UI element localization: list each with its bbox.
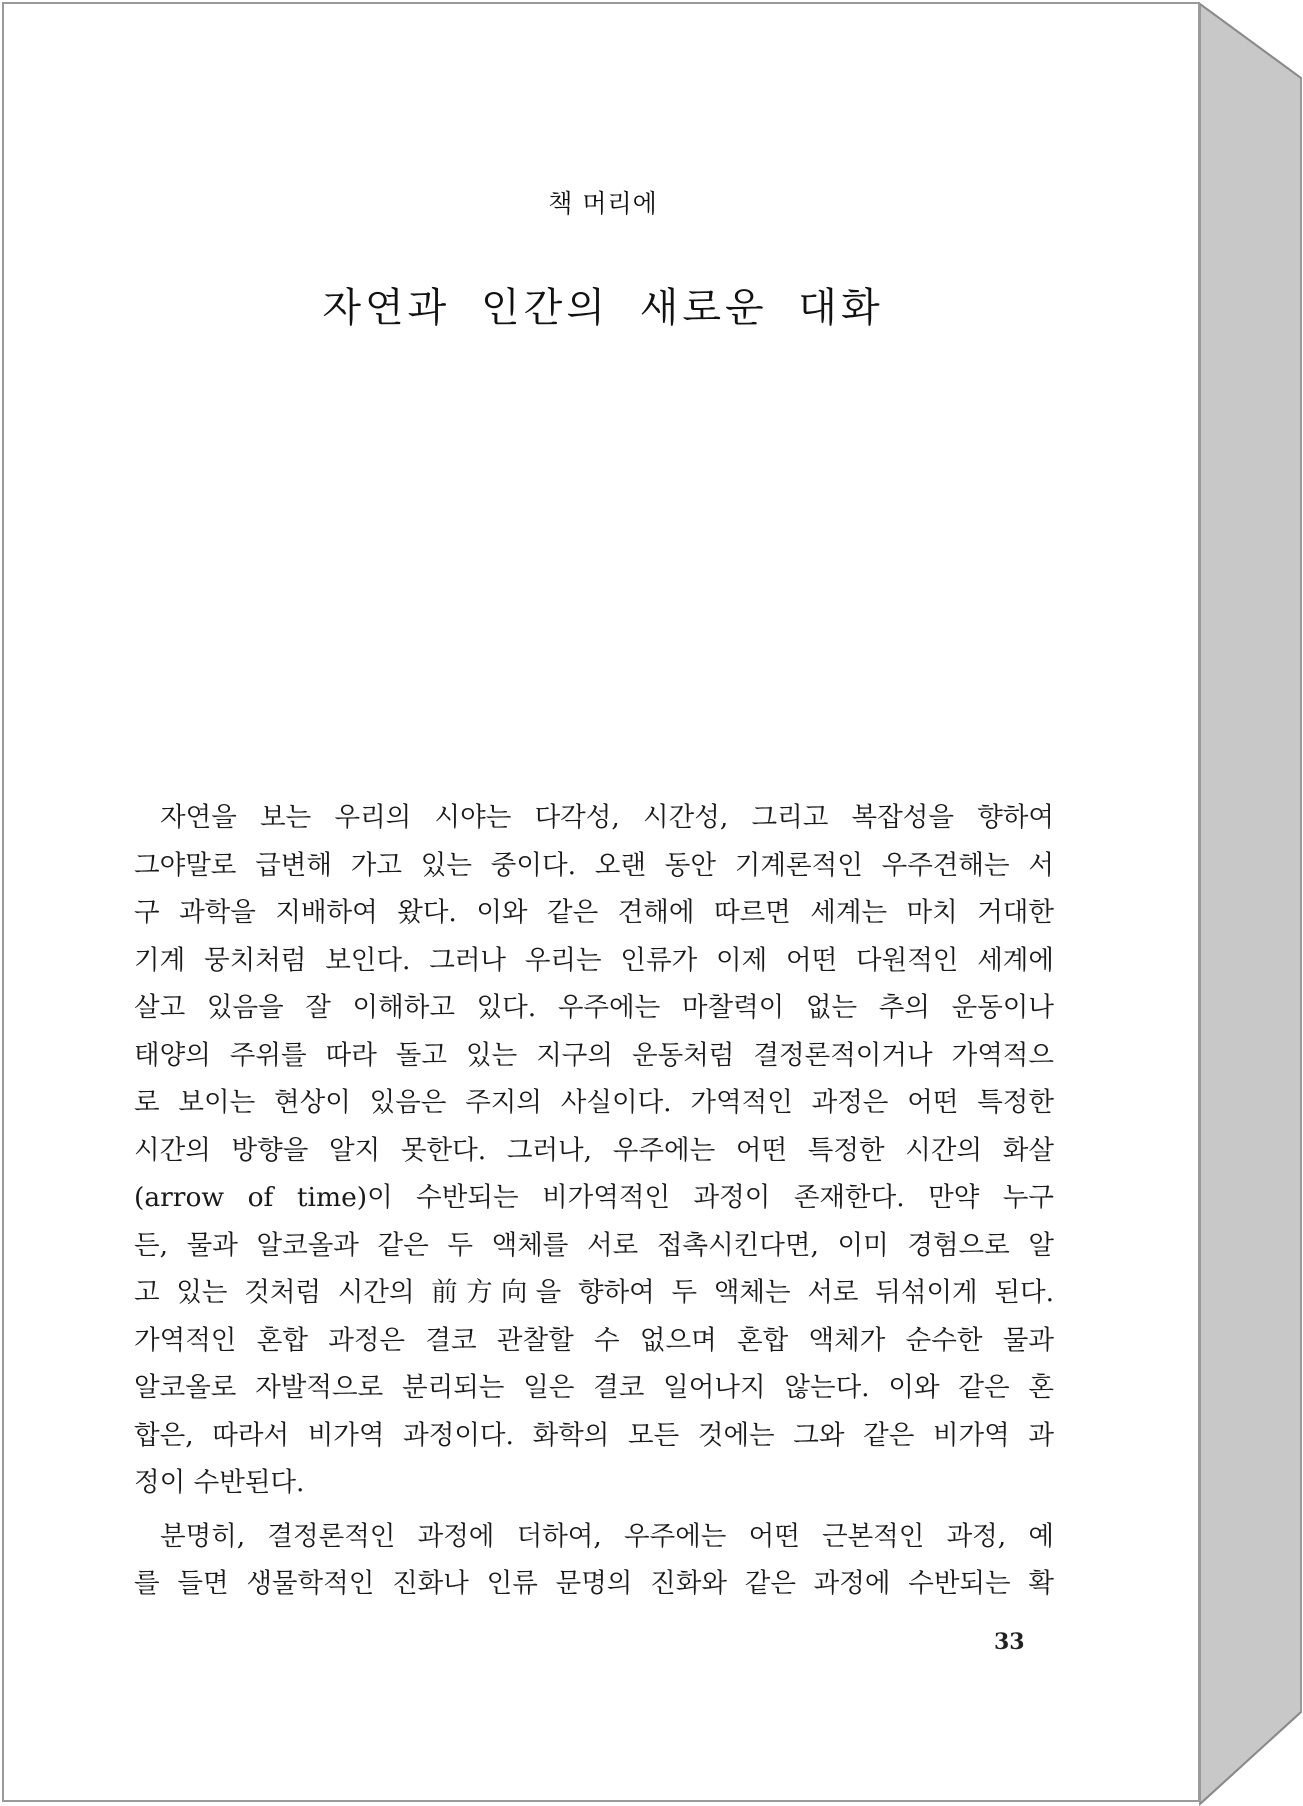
text-line: 를 들면 생물학적인 진화나 인류 문명의 진화와 같은 과정에 수반되는 확 bbox=[134, 1568, 1054, 1599]
book-spine-bottom-edge bbox=[1200, 1712, 1301, 1804]
section-label: 책 머리에 bbox=[548, 189, 658, 218]
text-line: 태양의 주위를 따라 돌고 있는 지구의 운동처럼 결정론적이거나 가역적으 bbox=[134, 1039, 1054, 1071]
text-line: 알코올로 자발적으로 분리되는 일은 결코 일어나지 않는다. 이와 같은 혼 bbox=[134, 1372, 1054, 1403]
chapter-title: 자연과 인간의 새로운 대화 bbox=[322, 285, 884, 331]
book-page bbox=[2, 2, 1200, 1802]
text-line: 시간의 방향을 알지 못한다. 그러나, 우주에는 어떤 특정한 시간의 화살 bbox=[134, 1134, 1054, 1166]
text-line: 든, 물과 알코올과 같은 두 액체를 서로 접촉시킨다면, 이미 경험으로 알 bbox=[134, 1229, 1054, 1261]
text-line: 살고 있음을 잘 이해하고 있다. 우주에는 마찰력이 없는 추의 운동이나 bbox=[134, 992, 1054, 1023]
paragraph-1 bbox=[134, 794, 1054, 1507]
text-line: 정이 수반된다. bbox=[134, 1467, 305, 1498]
text-line: 고 있는 것처럼 시간의 前方向을 향하여 두 액체는 서로 뒤섞이게 된다. bbox=[134, 1277, 1054, 1308]
text-line: 가역적인 혼합 과정은 결코 관찰할 수 없으며 혼합 액체가 순수한 물과 bbox=[134, 1324, 1054, 1356]
paragraph-2 bbox=[134, 1513, 1054, 1608]
text-line: (arrow of time)이 수반되는 비가역적인 과정이 존재한다. 만약 누구 bbox=[134, 1182, 1054, 1213]
text-line: 합은, 따라서 비가역 과정이다. 화학의 모든 것에는 그와 같은 비가역 과 bbox=[134, 1419, 1054, 1451]
text-line: 구 과학을 지배하여 왔다. 이와 같은 견해에 따르면 세계는 마치 거대한 bbox=[134, 897, 1054, 928]
text-line: 그야말로 급변해 가고 있는 중이다. 오랜 동안 기계론적인 우주견해는 서 bbox=[134, 849, 1054, 881]
text-line: 기계 뭉치처럼 보인다. 그러나 우리는 인류가 이제 어떤 다원적인 세계에 bbox=[134, 944, 1054, 976]
text-line: 로 보이는 현상이 있음은 주지의 사실이다. 가역적인 과정은 어떤 특정한 bbox=[134, 1087, 1054, 1118]
text-line: 자연을 보는 우리의 시야는 다각성, 시간성, 그리고 복잡성을 향하여 bbox=[160, 802, 1054, 833]
body-text bbox=[134, 794, 1054, 1608]
page-number: 33 bbox=[994, 1629, 1025, 1655]
book-spine-face bbox=[1200, 4, 1301, 1804]
text-line: 분명히, 결정론적인 과정에 더하여, 우주에는 어떤 근본적인 과정, 예 bbox=[160, 1520, 1054, 1552]
book-spine-top-edge bbox=[1200, 4, 1301, 78]
